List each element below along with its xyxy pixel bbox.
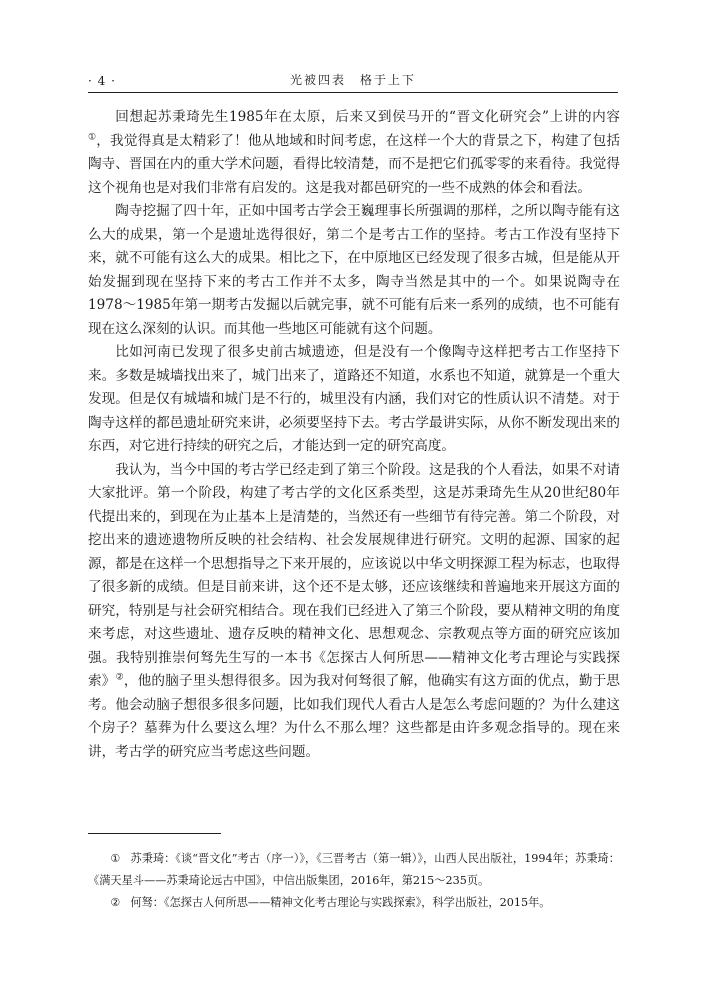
paragraph-1-text-a: 回想起苏秉琦先生1985年在太原，后来又到侯马开的“晋文化研究会”上讲的内容 [115, 109, 620, 125]
page-number: · 4 · [88, 74, 116, 88]
paragraph-2: 陶寺挖掘了四十年，正如中国考古学会王巍理事长所强调的那样，之所以陶寺能有这么大的成果，第一个是遗址选得很好，第二个是考古工作的坚持。考古工作没有坚持下来，就不可能有这么大的成果。相比之下，在中原地区已经发现了很多古城，但是能从开始发掘到现在坚持下来的考古工作并不太多，陶寺当然是其中的一个。如果说陶寺在1978～1985年第一期考古发掘以后就完事，就不可能有后来一系列的成绩，也不可能有现在这么深刻的认识。而其他一些地区可能就有这个问题。 [88, 203, 620, 337]
footnote-2 [88, 892, 620, 914]
paragraph-1 [88, 106, 620, 200]
footnotes [88, 848, 620, 914]
footnote-1 [88, 848, 620, 892]
paragraph-1-text-b: ，我觉得真是太精彩了！他从地域和时间考虑，在这样一个大的背景之下，构建了包括陶寺、晋国在内的重大学术问题，看得比较清楚，而不是把它们孤零零的来看待。我觉得这个视角也是对我们非常有启发的。这是我对都邑研究的一些不成熟的体会和看法。 [88, 132, 620, 196]
running-title: 光被四表 格于上下 [289, 73, 416, 87]
running-header [88, 70, 618, 93]
paragraph-4-text-b: ，他的脑子里头想得很多。因为我对何驽很了解，他确实有这方面的优点，勤于思考。他会动脑子想很多很多问题，比如我们现代人看古人是怎么考虑问题的？为什么建这个房子？墓葬为什么要这么埋？为什么不那么埋？这些都是由许多观念指导的。现在来讲，考古学的研究应当考虑这些问题。 [88, 673, 620, 760]
paragraph-3: 比如河南已发现了很多史前古城遗迹，但是没有一个像陶寺这样把考古工作坚持下来。多数是城墙找出来了，城门出来了，道路还不知道，水系也不知道，就算是一个重大发现。但是仅有城墙和城门是不行的，城里没有内涵，我们对它的性质认识不清楚。对于陶寺这样的都邑遗址研究来讲，必须要坚持下去。考古学最讲实际，从你不断发现出来的东西，对它进行持续的研究之后，才能达到一定的研究高度。 [88, 344, 620, 454]
footnote-ref-2[interactable]: ② [115, 672, 124, 683]
footnote-1-mark: ① [110, 852, 121, 865]
footnote-2-text: 何驽：《怎探古人何所思——精神文化考古理论与实践探索》，科学出版社，2015年。 [130, 896, 551, 909]
body-text [88, 106, 620, 764]
footnote-1-text: 苏秉琦：《谈“晋文化”考古（序一）》，《三晋考古（第一辑）》，山西人民出版社，1994年；苏秉琦：《满天星斗——苏秉琦论远古中国》，中信出版集团，2016年，第215～235页。 [88, 852, 620, 887]
paragraph-4 [88, 459, 620, 765]
footnote-ref-1[interactable]: ① [88, 131, 97, 142]
footnote-2-mark: ② [110, 896, 121, 909]
footnote-divider [88, 833, 221, 834]
paragraph-4-text-a: 我认为，当今中国的考古学已经走到了第三个阶段。这是我的个人看法，如果不对请大家批评。第一个阶段，构建了考古学的文化区系类型，这是苏秉琦先生从20世纪80年代提出来的，到现在为止基本上是清楚的，当然还有一些细节有待完善。第二个阶段，对挖出来的遗迹遗物所反映的社会结构、社会发展规律进行研究。文明的起源、国家的起源，都是在这样一个思想指导之下来开展的，应该说以中华文明探源工程为标志，也取得了很多新的成绩。但是目前来讲，这个还不是太够，还应该继续和普遍地来开展这方面的研究，特别是与社会研究相结合。现在我们已经进入了第三个阶段，要从精神文明的角度来考虑，对这些遗址、遗存反映的精神文化、思想观念、宗教观点等方面的研究应该加强。我特别推崇何驽先生写的一本书《怎探古人何所思——精神文化考古理论与实践探索》 [88, 461, 620, 689]
